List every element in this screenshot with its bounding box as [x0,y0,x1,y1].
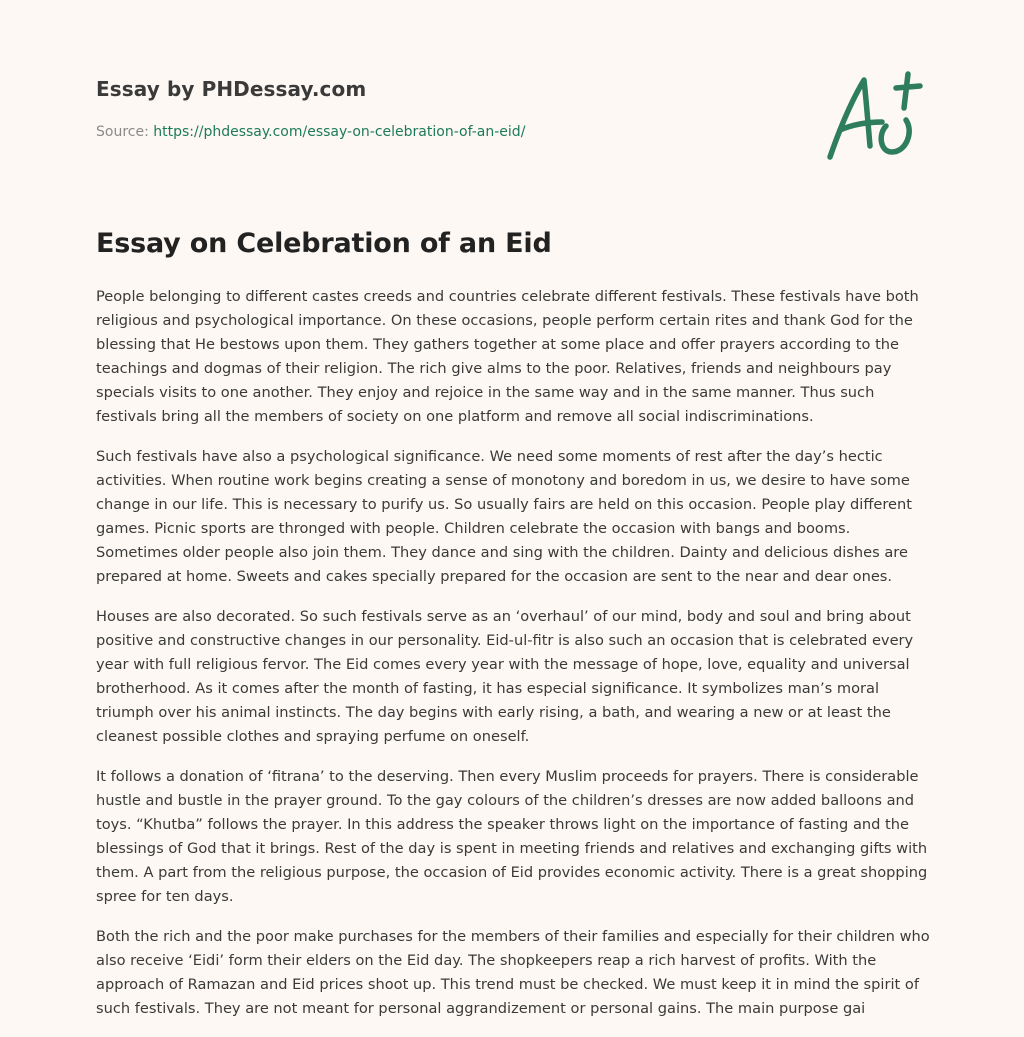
page-header [96,74,796,142]
essay-paragraph: Both the rich and the poor make purchases for the members of their families and especially for their children who also receive ‘Eidi’ form their elders on the Eid day. The shopkeepers reap a rich harvest of profits. With the approach of Ramazan and Eid prices shoot up. This trend must be checked. We must keep it in mind the spirit of such festivals. They are not meant for personal aggrandizement or personal gains. The main purpose gai [96,928,930,1017]
source-label: Source: [96,124,149,140]
site-brand: Essay by PHDessay.com [96,77,367,101]
essay-paragraph: It follows a donation of ‘fitrana’ to the deserving. Then every Muslim proceeds for prayers. There is considerable hustle and bustle in the prayer ground. To the gay colours of the children’s dresses are now added balloons and toys. “Khutba” follows the prayer. In this address the speaker throws light on the importance of fasting and the blessings of God that it brings. Rest of the day is spent in meeting friends and relatives and exchanging gifts with them. A part from the religious purpose, the occasion of Eid provides economic activity. There is a great shopping spree for ten days. [96,768,928,905]
source-link[interactable]: https://phdessay.com/essay-on-celebration-of-an-eid/ [153,124,526,140]
essay-body [96,285,932,1037]
essay-paragraph: Such festivals have also a psychological significance. We need some moments of rest after the day’s hectic activities. When routine work begins creating a sense of monotony and boredom in us, we desire to have some change in our life. This is necessary to purify us. So usually fairs are held on this occasion. People play different games. Picnic sports are thronged with people. Children celebrate the occasion with bangs and booms. Sometimes older people also join them. They dance and sing with the children. Dainty and delicious dishes are prepared at home. Sweets and cakes specially prepared for the occasion are sent to the near and dear ones. [96,448,912,585]
essay-paragraph: Houses are also decorated. So such festivals serve as an ‘overhaul’ of our mind, body and soul and bring about positive and constructive changes in our personality. Eid-ul-fitr is also such an occasion that is celebrated every year with full religious fervor. The Eid comes every year with the message of hope, love, equality and universal brotherhood. As it comes after the month of fasting, it has especial significance. It symbolizes man’s moral triumph over his animal instincts. The day begins with early rising, a bath, and wearing a new or at least the cleanest possible clothes and spraying perfume on oneself. [96,608,914,745]
a-plus-logo-icon [820,68,930,168]
essay-paragraph: People belonging to different castes creeds and countries celebrate different festivals. These festivals have both religious and psychological importance. On these occasions, people perform certain rites and thank God for the blessing that He bestows upon them. They gathers together at some place and offer prayers according to the teachings and dogmas of their religion. The rich give alms to the poor. Relatives, friends and neighbours pay specials visits to one another. They enjoy and rejoice in the same way and in the same manner. Thus such festivals bring all the members of society on one platform and remove all social indiscriminations. [96,288,919,425]
essay-title: Essay on Celebration of an Eid [96,228,552,259]
source-line [96,122,796,142]
